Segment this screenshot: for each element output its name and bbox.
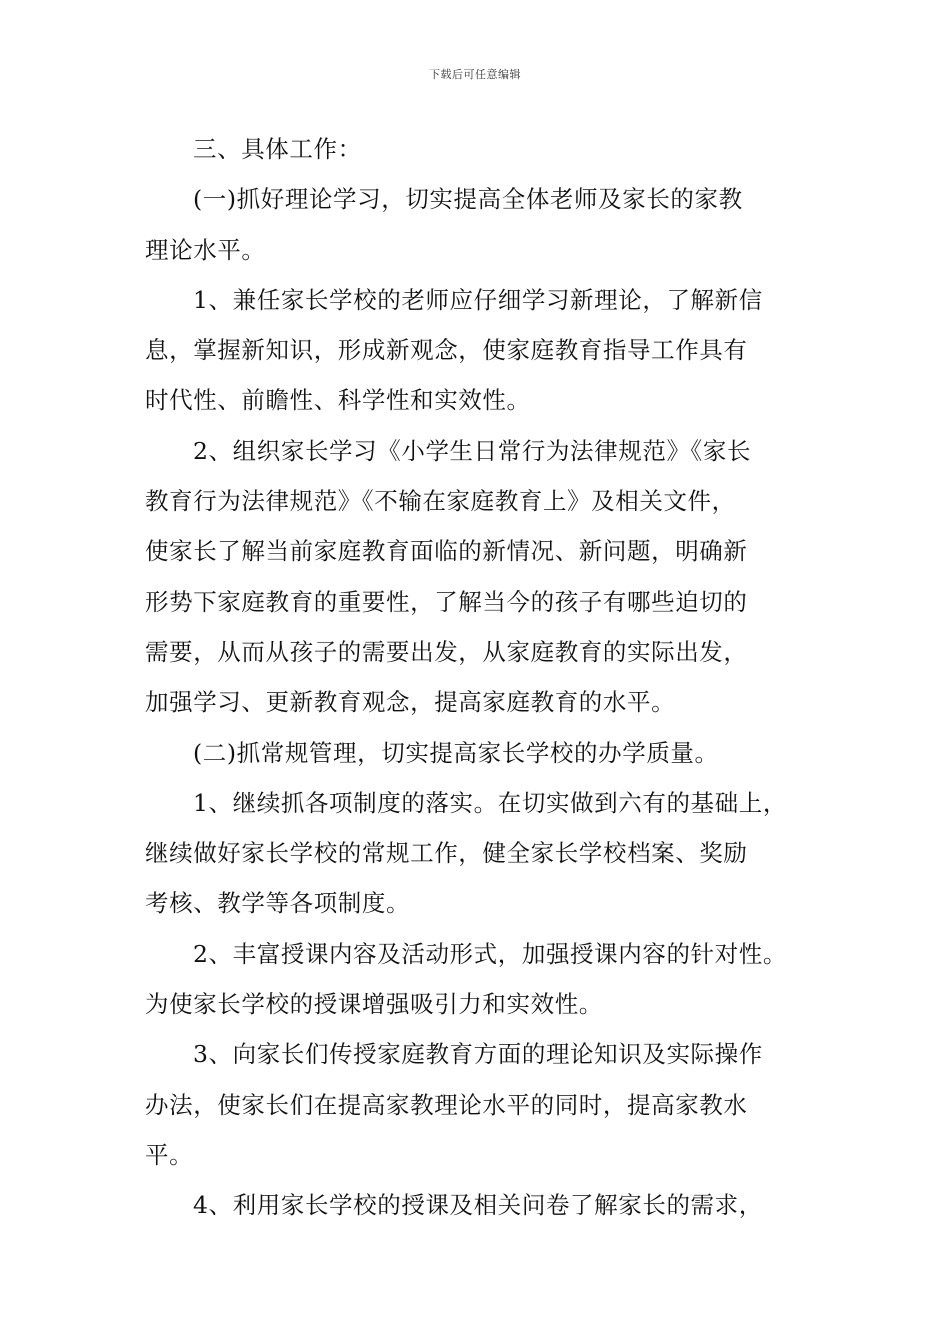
text-line: 办法，使家长们在提高家教理论水平的同时，提高家教水 (145, 1090, 748, 1119)
text-line: 为使家长学校的授课增强吸引力和实效性。 (145, 990, 603, 1019)
text-line: 平。 (145, 1140, 194, 1169)
text-line: 1、兼任家长学校的老师应仔细学习新理论，了解新信 (193, 285, 763, 314)
text-line: (二)抓常规管理，切实提高家长学校的办学质量。 (193, 738, 719, 767)
text-line: 考核、教学等各项制度。 (145, 889, 411, 918)
text-line: 三、具体工作： (193, 135, 362, 163)
text-line: 2、组织家长学习《小学生日常行为法律规范》《家长 (193, 436, 752, 465)
text-line: 教育行为法律规范》《不输在家庭教育上》及相关文件， (145, 487, 736, 516)
text-line: 时代性、前瞻性、科学性和实效性。 (145, 386, 531, 415)
document-body (145, 124, 827, 1231)
text-line: 继续做好家长学校的常规工作，健全家长学校档案、奖励 (145, 839, 748, 868)
text-line: (一)抓好理论学习，切实提高全体老师及家长的家教 (193, 185, 743, 214)
text-line: 理论水平。 (145, 235, 266, 264)
text-line: 2、丰富授课内容及活动形式，加强授课内容的针对性。 (193, 939, 787, 968)
text-line: 3、向家长们传授家庭教育方面的理论知识及实际操作 (193, 1040, 763, 1069)
text-line: 需要，从而从孩子的需要出发，从家庭教育的实际出发， (145, 637, 748, 666)
header-note: 下载后可任意编辑 (429, 68, 521, 81)
text-line: 加强学习、更新教育观念，提高家庭教育的水平。 (145, 688, 676, 717)
text-line: 形势下家庭教育的重要性，了解当今的孩子有哪些迫切的 (145, 587, 748, 616)
text-line: 息，掌握新知识，形成新观念，使家庭教育指导工作具有 (145, 336, 748, 365)
text-line: 4、利用家长学校的授课及相关问卷了解家长的需求， (193, 1191, 763, 1220)
text-line: 使家长了解当前家庭教育面临的新情况、新问题，明确新 (145, 537, 748, 566)
text-line: 1、继续抓各项制度的落实。在切实做到六有的基础上， (193, 788, 787, 817)
